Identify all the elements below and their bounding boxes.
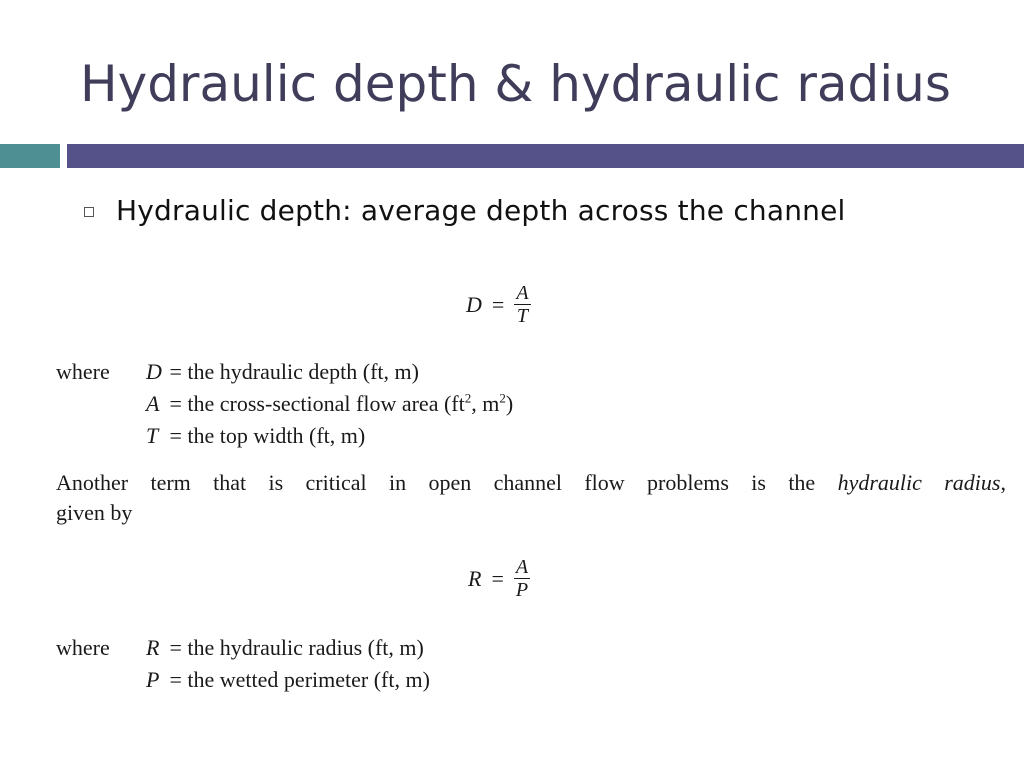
equation-fraction xyxy=(514,282,530,327)
equation-equals: = xyxy=(491,565,504,591)
where-label: where xyxy=(56,359,110,384)
definition-text: ) xyxy=(505,391,514,416)
fraction-numerator: A xyxy=(515,556,529,578)
superscript: 2 xyxy=(464,390,472,406)
body-paragraph xyxy=(56,468,1006,528)
definition-text: = the hydraulic radius (ft, m) xyxy=(169,635,424,660)
definition-symbol: D xyxy=(146,359,162,384)
hydraulic-radius-equation xyxy=(468,556,530,601)
superscript: 2 xyxy=(499,390,506,406)
definition-symbol: R xyxy=(146,635,160,660)
hydraulic-depth-equation xyxy=(466,282,531,327)
fraction-numerator: A xyxy=(516,282,529,304)
paragraph-line xyxy=(56,468,1006,498)
definition-text: = the top width (ft, m) xyxy=(169,423,366,448)
fraction-denominator: P xyxy=(515,579,529,601)
definition-text: = the hydraulic depth (ft, m) xyxy=(169,359,419,384)
bullet-text: Hydraulic depth: average depth across the channel xyxy=(116,194,846,227)
equation-equals: = xyxy=(491,291,505,317)
definition-symbol: A xyxy=(146,391,160,416)
bullet-item xyxy=(84,194,846,227)
paragraph-line: given by xyxy=(56,500,133,525)
equation-lhs: D xyxy=(466,291,482,317)
paragraph-text: , xyxy=(1000,470,1006,495)
equation-lhs: R xyxy=(468,565,482,591)
definition-text: = the cross-sectional flow area (ft xyxy=(169,391,465,416)
definition-text: , m xyxy=(471,391,500,416)
slide-title: Hydraulic depth & hydraulic radius xyxy=(80,55,951,113)
definition-symbol: T xyxy=(146,423,159,448)
definition-symbol: P xyxy=(146,667,160,692)
fraction-denominator: T xyxy=(516,305,528,327)
where-label: where xyxy=(56,635,110,660)
square-bullet-icon xyxy=(84,207,94,217)
paragraph-text: Another term that is critical in open channel flow problems is the xyxy=(56,470,838,495)
definition-text: = the wetted perimeter (ft, m) xyxy=(169,667,430,692)
title-accent-bar xyxy=(67,144,1024,168)
paragraph-italic-term: hydraulic radius xyxy=(837,470,1001,495)
title-accent-teal xyxy=(0,144,60,168)
equation-fraction xyxy=(514,556,530,601)
